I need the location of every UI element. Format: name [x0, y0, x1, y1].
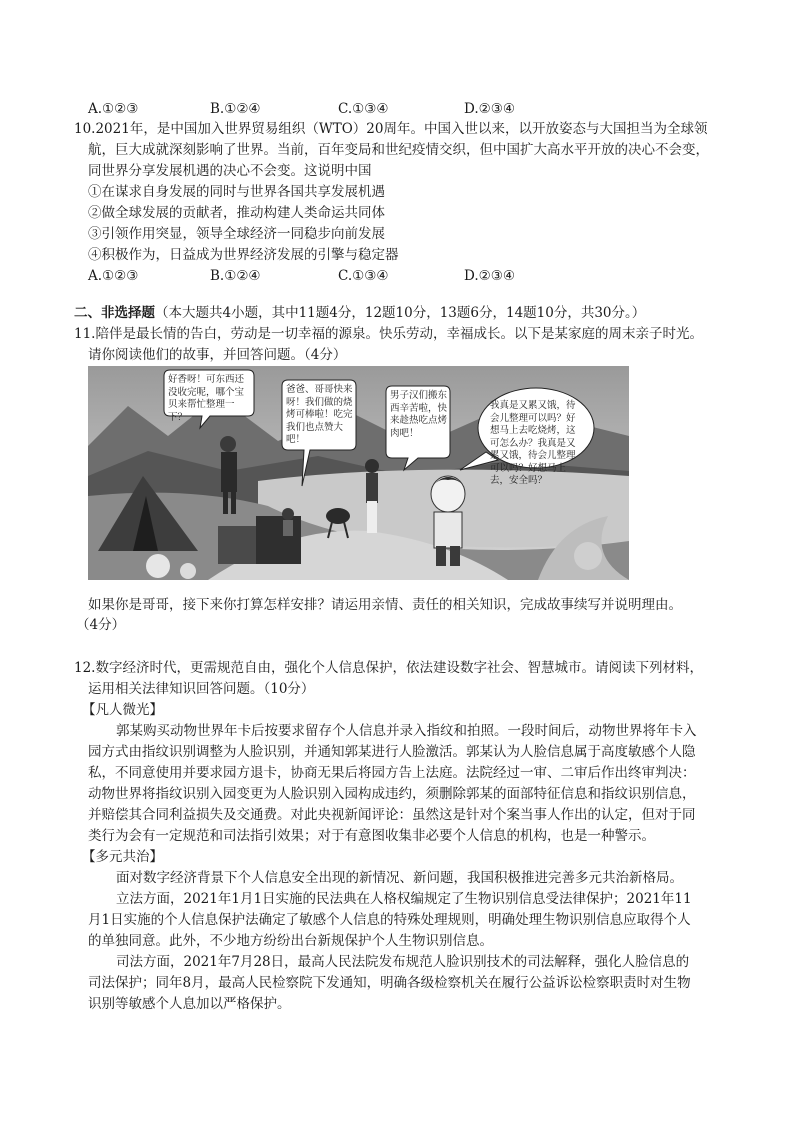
q10-option-d: D.②③④: [464, 268, 515, 284]
q9-option-c: C.①③④: [338, 101, 389, 117]
q12-section2-title: 【多元共治】: [82, 849, 163, 865]
q12-s1-line-1: 郭某购买动物世界年卡后按要求留存个人信息并录入指纹和拍照。一段时间后，动物世界将年卡入: [116, 723, 697, 739]
q12-s2-line-4: 的单独同意。此外，不少地方纷纷出台新规保护个人生物识别信息。: [88, 933, 493, 949]
q10-statement-3: ③引领作用突显，领导全球经济一同稳步向前发展: [88, 226, 385, 242]
q10-option-c: C.①③④: [338, 268, 389, 284]
q12-s2-line-2: 立法方面，2021年1月1日实施的民法典在人格权编规定了生物识别信息受法律保护；2021年11: [116, 891, 692, 907]
q10-line-1: 10.2021年，是中国加入世界贸易组织（WTO）20周年。中国入世以来，以开放姿态与大国担当为全球领: [74, 121, 708, 137]
section2-heading: [74, 303, 645, 323]
q11-question-line-1: 如果你是哥哥，接下来你打算怎样安排？请运用亲情、责任的相关知识，完成故事续写并说明理由。: [88, 597, 682, 613]
q11-line-1: 11.陪伴是最长情的告白，劳动是一切幸福的源泉。快乐劳动，幸福成长。以下是某家庭的周末亲子时光。: [74, 326, 703, 342]
q12-s1-line-5: 并赔偿其合同利益损失及交通费。对此央视新闻评论：虽然这是针对个案当事人作出的认定，但对于同: [88, 807, 696, 823]
q12-s2-line-7: 识别等敏感个人息加以严格保护。: [88, 996, 291, 1012]
q11-question-line-2: （4分）: [76, 617, 126, 633]
speech-bubble-dad: 好香呀！可东西还没收完呢，哪个宝贝来帮忙整理一下？: [168, 374, 245, 423]
speech-bubble-mom: 男子汉们搬东西辛苦啦，快来趁热吃点烤肉吧！: [390, 390, 448, 439]
q12-s2-line-6: 司法保护；同年8月，最高人民检察院下发通知，明确各级检察机关在履行公益诉讼检察职责时对生物: [88, 975, 691, 991]
q10-line-3: 同世界分享发展机遇的决心不会变。这说明中国: [88, 163, 372, 179]
q10-statement-2: ②做全球发展的贡献者，推动构建人类命运共同体: [88, 205, 385, 221]
section2-desc: （本大题共4小题，其中11题4分，12题10分，13题6分，14题10分，共30分。）: [155, 305, 646, 321]
speech-bubble-child: 爸爸、哥哥快来呀！我们做的烧烤可棒啦！吃完我们也点赞大吧！: [286, 384, 353, 445]
section2-title: 二、非选择题: [74, 305, 155, 321]
q12-s2-line-5: 司法方面，2021年7月28日，最高人民法院发布规范人脸识别技术的司法解释，强化人脸信息的: [116, 954, 690, 970]
q12-s2-line-1: 面对数字经济背景下个人信息安全出现的新情况、新问题，我国积极推进完善多元共治新格局。: [116, 870, 683, 886]
q12-section1-title: 【凡人微光】: [82, 702, 163, 718]
family-picnic-illustration: [88, 366, 629, 580]
q10-line-2: 航，巨大成就深刻影响了世界。当前，百年变局和世纪疫情交织，但中国扩大高水平开放的决心不会变，: [88, 142, 709, 158]
q12-s1-line-4: 动物世界将指纹识别入园变更为人脸识别入园构成违约，须删除郭某的面部特征信息和指纹识别信息，: [88, 786, 696, 802]
q12-intro-line-1: 12.数字经济时代，更需规范自由，强化个人信息保护，依法建设数字社会、智慧城市。请阅读下列材料，: [74, 660, 703, 676]
q10-option-a: A.①②③: [88, 268, 139, 284]
q12-s1-line-6: 类行为会有一定规范和司法指引效果；对于有意图收集非必要个人信息的机构，也是一种警示。: [88, 828, 655, 844]
q12-s1-line-2: 园方式由指纹识别调整为人脸识别，并通知郭某进行人脸激活。郭某认为人脸信息属于高度敏感个人隐: [88, 744, 696, 760]
q12-s2-line-3: 月1日实施的个人信息保护法确定了敏感个人信息的特殊处理规则，明确处理生物识别信息应取得个人: [88, 912, 691, 928]
q9-options: [88, 99, 558, 119]
speech-bubble-boy: 我真是又累又饿，待会儿整理可以吗？好想马上去吃烧烤，这可怎么办？我真是又累又饿，待会儿整理可以吗？好想马上去，安全吗？: [490, 400, 576, 486]
q12-intro-line-2: 运用相关法律知识回答问题。（10分）: [88, 681, 315, 697]
q10-statement-1: ①在谋求自身发展的同时与世界各国共享发展机遇: [88, 184, 385, 200]
q9-option-b: B.①②④: [210, 101, 261, 117]
q10-options: [88, 266, 558, 286]
q11-line-2: 请你阅读他们的故事，并回答问题。（4分）: [88, 347, 347, 363]
q12-s1-line-3: 私，不同意使用并要求园方退卡，协商无果后将园方告上法庭。法院经过一审、二审后作出终审判决：: [88, 765, 696, 781]
q9-option-d: D.②③④: [464, 101, 515, 117]
q10-option-b: B.①②④: [210, 268, 261, 284]
q9-option-a: A.①②③: [88, 101, 139, 117]
q10-statement-4: ④积极作为，日益成为世界经济发展的引擎与稳定器: [88, 247, 399, 263]
